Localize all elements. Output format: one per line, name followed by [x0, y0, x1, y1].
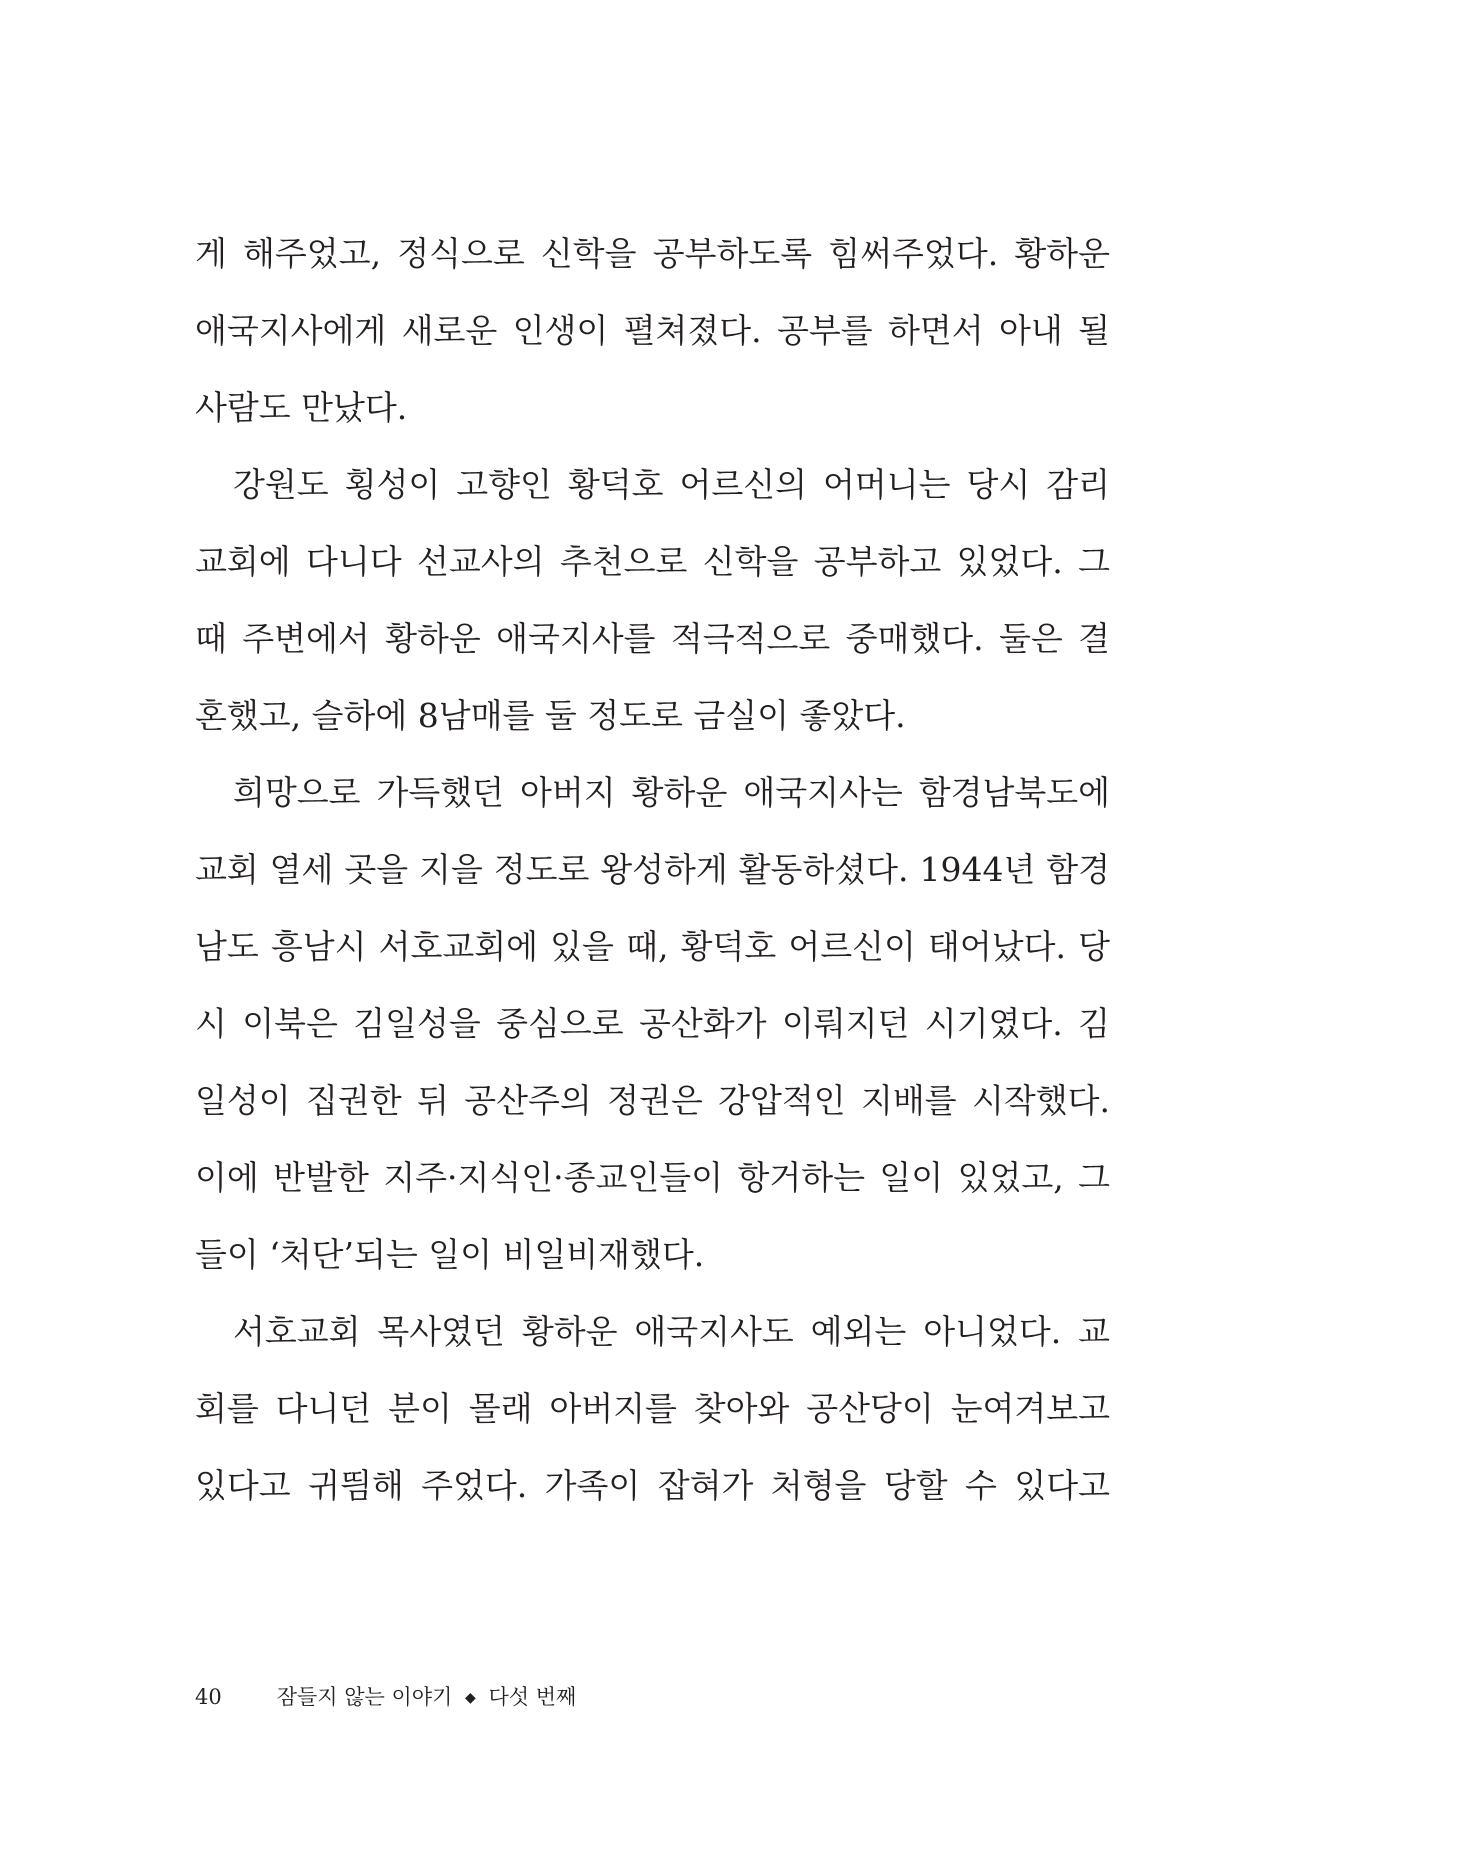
text-line: 혼했고, 슬하에 8남매를 둘 정도로 금실이 좋았다.	[195, 696, 906, 735]
page-footer	[195, 1682, 576, 1712]
text-line: 게 해주었고, 정식으로 신학을 공부하도록 힘써주었다. 황하운	[195, 234, 1110, 273]
page-number: 40	[195, 1685, 222, 1709]
volume-label: 다섯 번째	[488, 1685, 577, 1709]
text-line: 있다고 귀띔해 주었다. 가족이 잡혀가 처형을 당할 수 있다고	[195, 1466, 1110, 1505]
text-line: 시 이북은 김일성을 중심으로 공산화가 이뤄지던 시기였다. 김	[195, 1004, 1110, 1043]
text-line: 이에 반발한 지주·지식인·종교인들이 항거하는 일이 있었고, 그	[195, 1158, 1110, 1197]
body-text	[195, 215, 1110, 1524]
text-line: 들이 ‘처단’되는 일이 비일비재했다.	[195, 1235, 705, 1274]
text-line: 남도 흥남시 서호교회에 있을 때, 황덕호 어르신이 태어났다. 당	[195, 927, 1110, 966]
text-line: 애국지사에게 새로운 인생이 펼쳐졌다. 공부를 하면서 아내 될	[195, 311, 1110, 350]
text-line: 교회에 다니다 선교사의 추천으로 신학을 공부하고 있었다. 그	[195, 542, 1110, 581]
book-title: 잠들지 않는 이야기	[276, 1685, 453, 1709]
paragraph-first-line: 서호교회 목사였던 황하운 애국지사도 예외는 아니었다. 교	[233, 1312, 1111, 1351]
diamond-separator-icon: ◆	[465, 1690, 476, 1706]
text-line: 일성이 집권한 뒤 공산주의 정권은 강압적인 지배를 시작했다.	[195, 1081, 1110, 1120]
text-line: 때 주변에서 황하운 애국지사를 적극적으로 중매했다. 둘은 결	[195, 619, 1110, 658]
paragraph-first-line: 강원도 횡성이 고향인 황덕호 어르신의 어머니는 당시 감리	[233, 465, 1110, 504]
paragraph-first-line: 희망으로 가득했던 아버지 황하운 애국지사는 함경남북도에	[233, 773, 1110, 812]
text-line: 사람도 만났다.	[195, 388, 408, 427]
text-line: 회를 다니던 분이 몰래 아버지를 찾아와 공산당이 눈여겨보고	[195, 1389, 1110, 1428]
text-line: 교회 열세 곳을 지을 정도로 왕성하게 활동하셨다. 1944년 함경	[195, 850, 1110, 889]
